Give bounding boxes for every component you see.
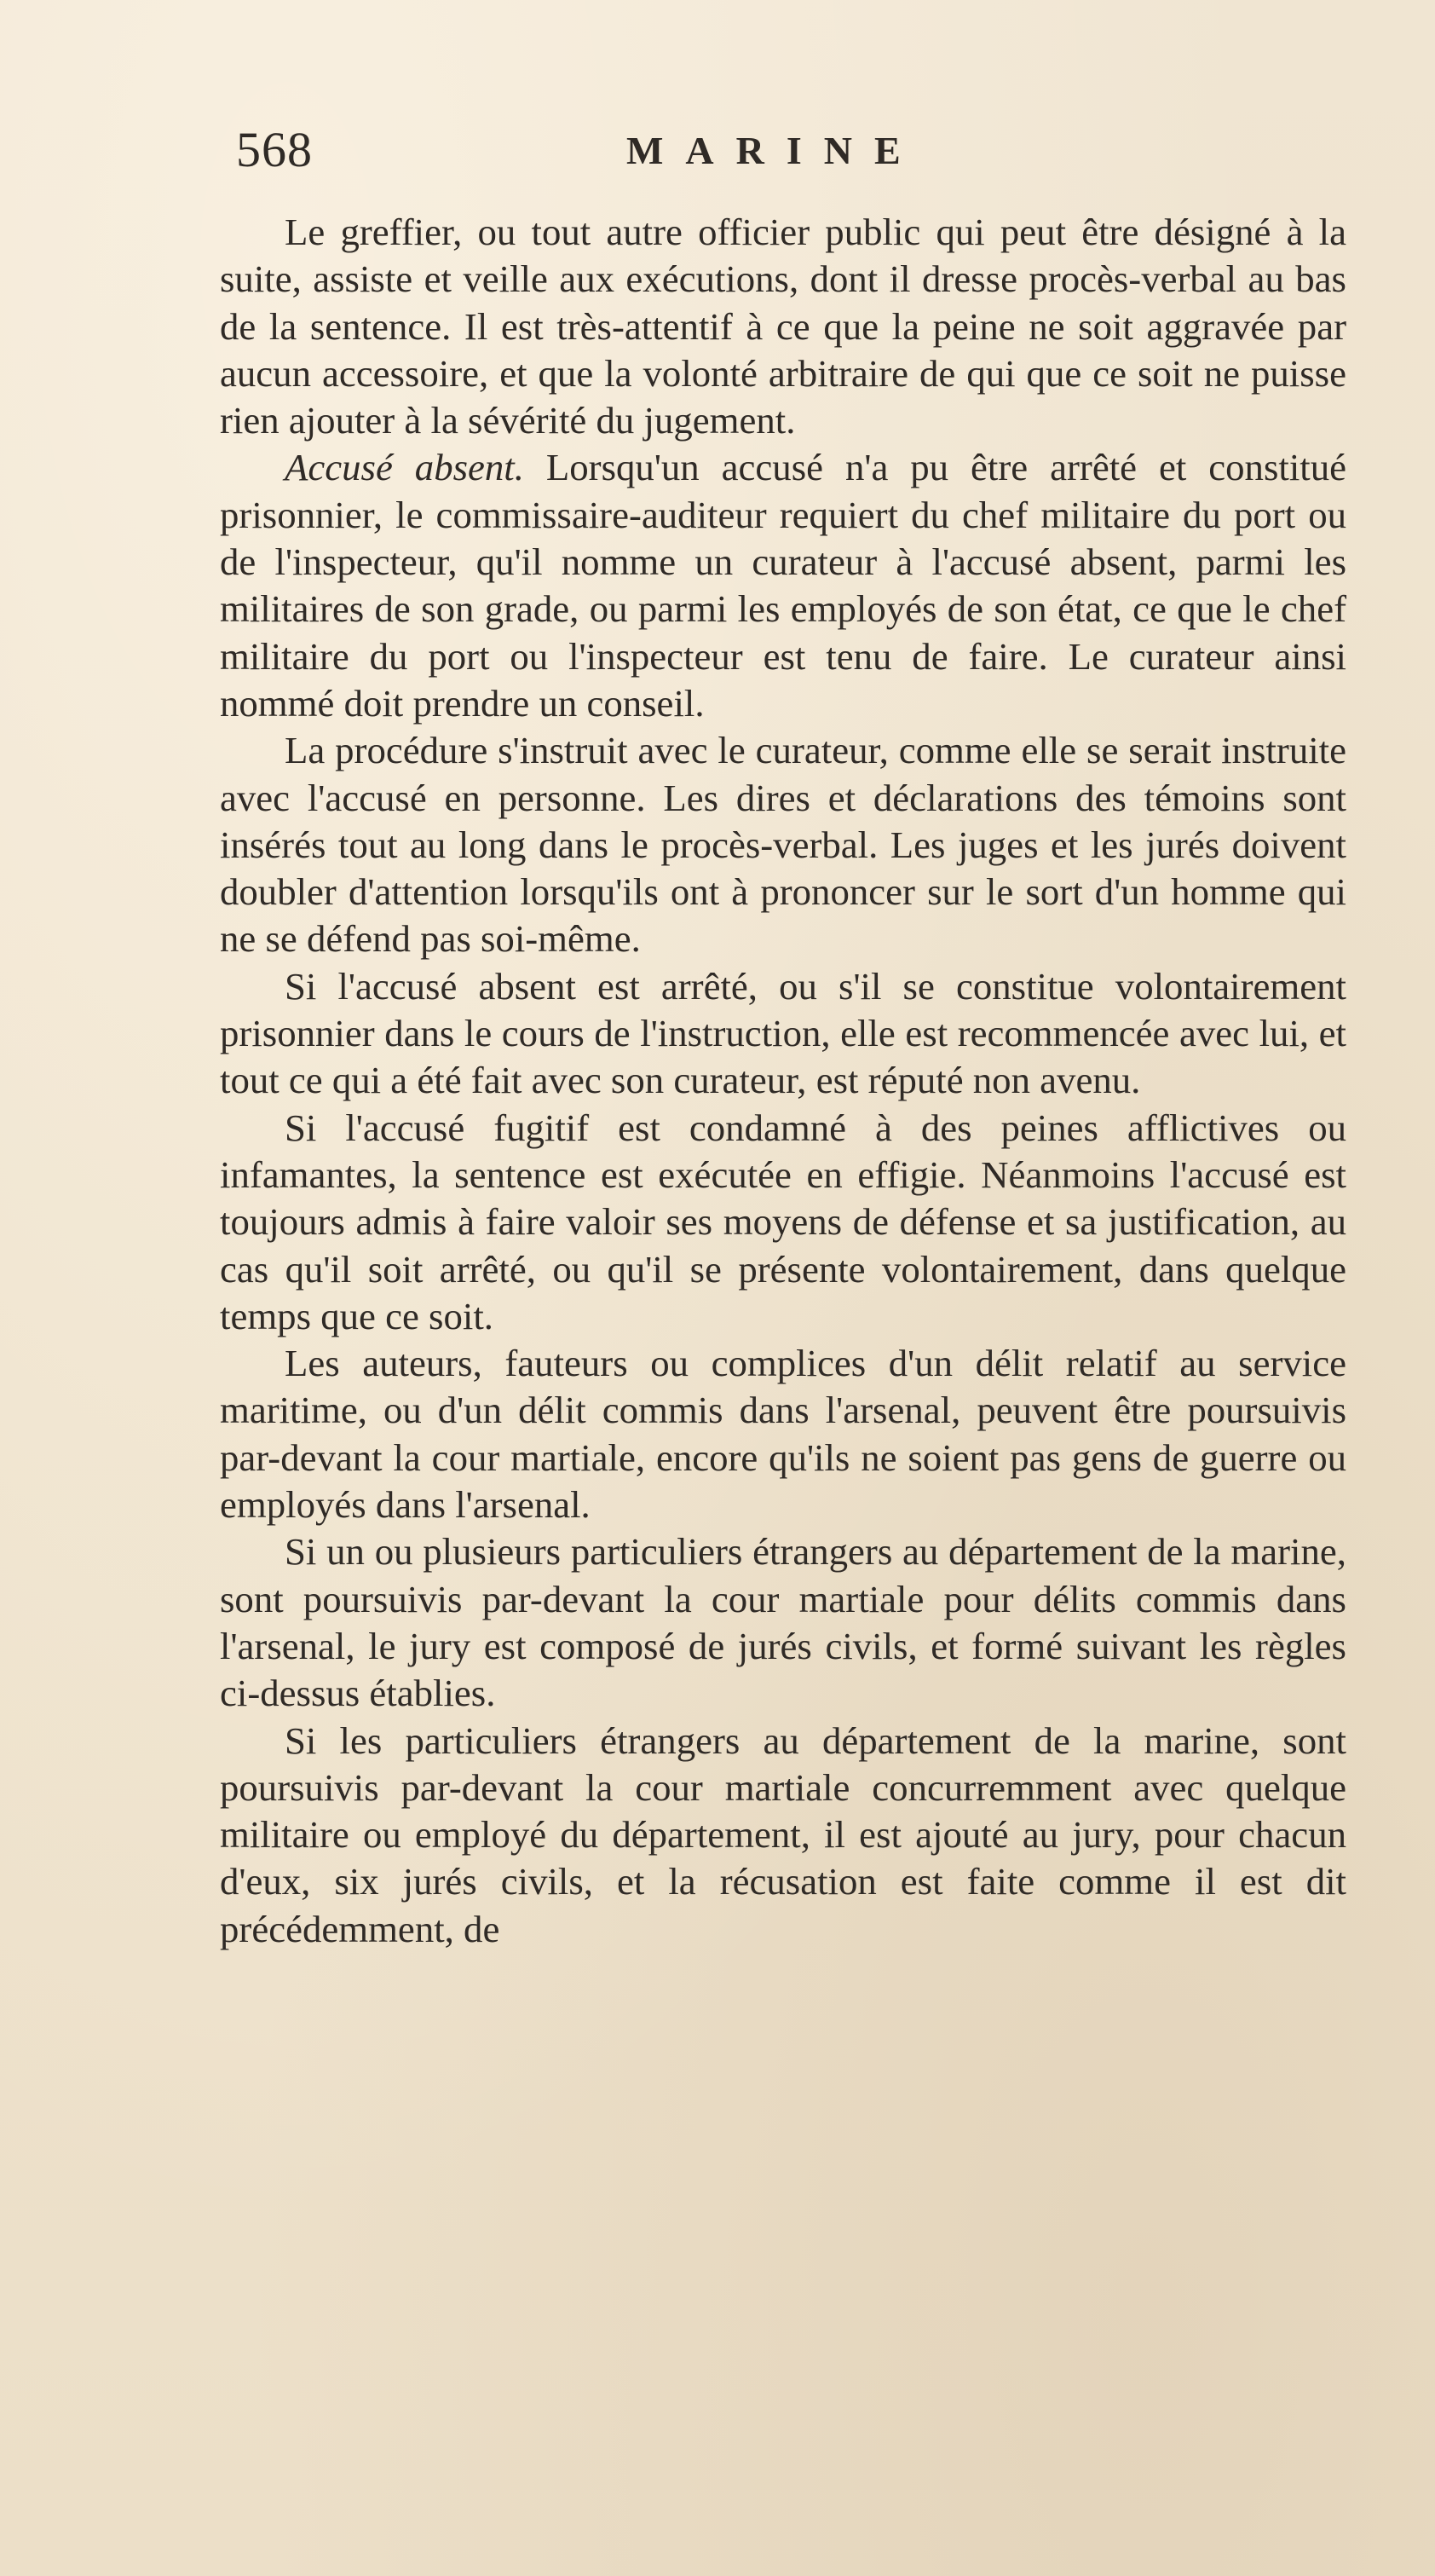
paragraph: Les auteurs, fauteurs ou complices d'un délit relatif au service maritime, ou d'un délit commis dans l'arsenal, peuvent être poursuivis par-devant la cour martiale, encore qu'ils ne soient pas gens de guerre ou employés dans l'arsenal. [220, 1342, 1346, 1527]
section-heading: Accusé absent. [285, 446, 524, 489]
paragraph: La procédure s'instruit avec le curateur, comme elle se serait instruite avec l'accusé en personne. Les dires et déclarations des témoins sont insérés tout au long dans le procès-verbal. Les juges et les jurés doivent doubler d'attention lorsqu'ils ont à prononcer sur le sort d'un homme qui ne se défend pas soi-même. [220, 729, 1346, 961]
paragraph [220, 444, 1346, 727]
paragraph: Si un ou plusieurs particuliers étrangers au département de la marine, sont poursuivis par-devant la cour martiale pour délits commis dans l'arsenal, le jury est composé de jurés civils, et formé suivant les règles ci-dessus établies. [220, 1530, 1346, 1715]
page-header [226, 121, 1359, 189]
paragraph: Si l'accusé fugitif est condamné à des peines afflictives ou infamantes, la sentence est exécutée en effigie. Néanmoins l'accusé est toujours admis à faire valoir ses moyens de défense et sa justification, au cas qu'il soit arrêté, ou qu'il se présente volontairement, dans quelque temps que ce soit. [220, 1106, 1346, 1337]
running-head: MARINE [626, 129, 923, 172]
paragraph: Si l'accusé absent est arrêté, ou s'il se constitue volontairement prisonnier dans le cours de l'instruction, elle est recommencée avec lui, et tout ce qui a été fait avec son curateur, est réputé non avenu. [220, 964, 1346, 1102]
page-number: 568 [236, 122, 313, 177]
paragraph: Le greffier, ou tout autre officier public qui peut être désigné à la suite, assiste et veille aux exécutions, dont il dresse procès-verbal au bas de la sentence. Il est très-attentif à ce que la peine ne soit aggravée par aucun accessoire, et que la volonté arbitraire de qui que ce soit ne puisse rien ajouter à la sévérité du jugement. [220, 211, 1346, 442]
paragraph-text: Lorsqu'un accusé n'a pu être arrêté et constitué prisonnier, le commissaire-auditeur requiert du chef militaire du port ou de l'inspecteur, qu'il nomme un curateur à l'accusé absent, parmi les militaires de son grade, ou parmi les employés de son état, ce que le chef militaire du port ou l'inspecteur est tenu de faire. Le curateur ainsi nommé doit prendre un conseil. [220, 446, 1347, 725]
paragraph: Si les particuliers étrangers au département de la marine, sont poursuivis par-devant la cour martiale concurremment avec quelque militaire ou employé du département, il est ajouté au jury, pour chacun d'eux, six jurés civils, et la récusation est faite comme il est dit précédemment, de [220, 1718, 1346, 1950]
body-text [220, 209, 1346, 1953]
